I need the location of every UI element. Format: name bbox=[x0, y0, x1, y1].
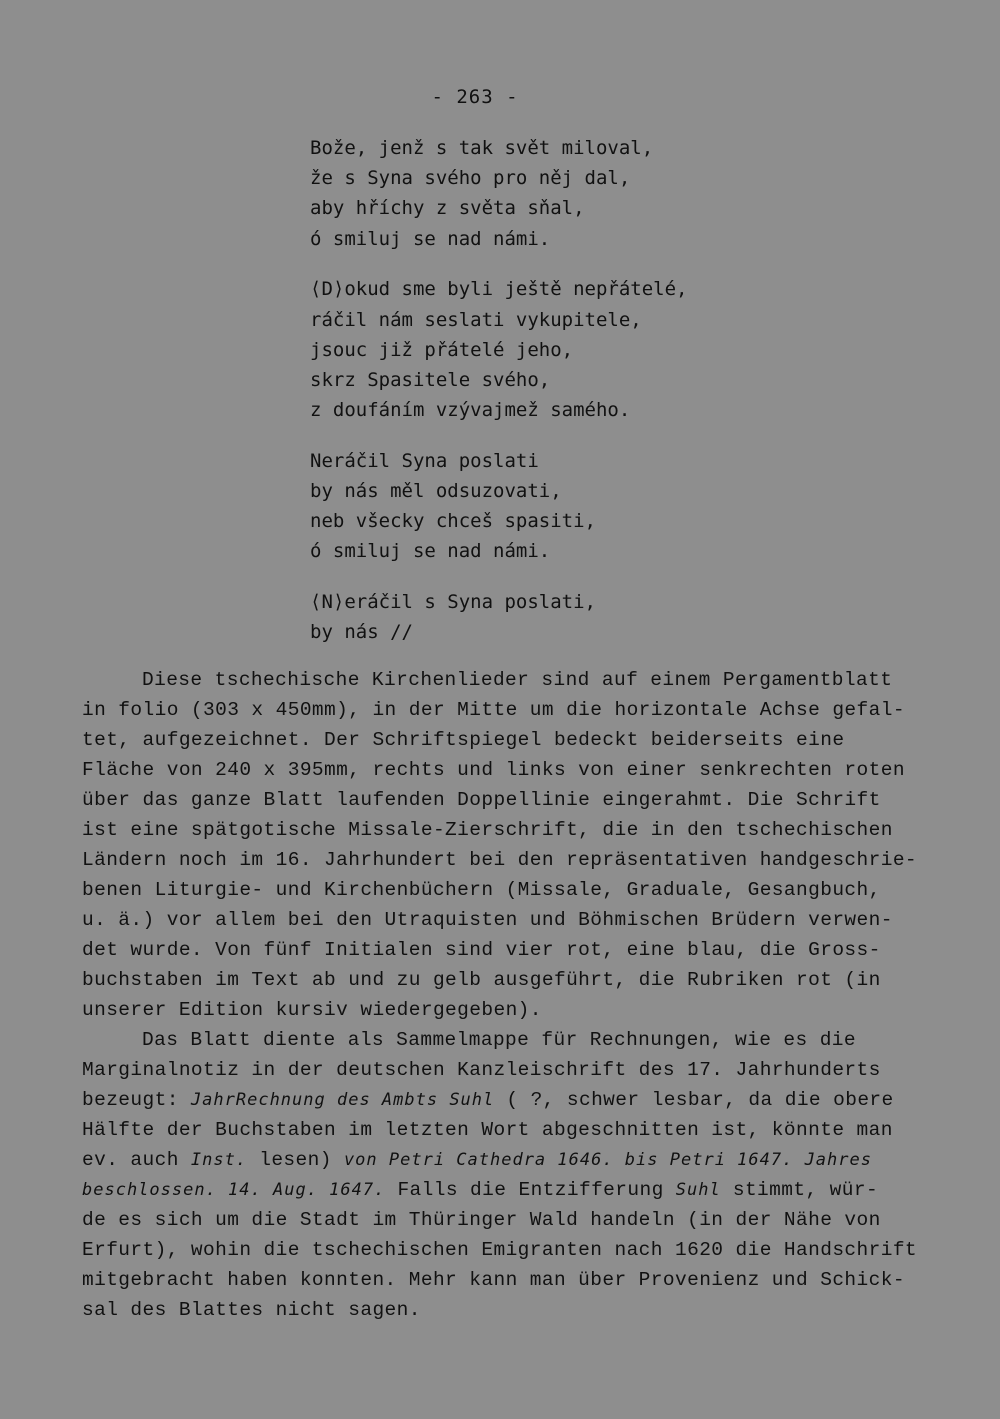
verse-line: ⟨D⟩okud sme byli ještě nepřátelé, bbox=[310, 278, 688, 301]
commentary bbox=[82, 665, 922, 1325]
prose-line: über das ganze Blatt laufenden Doppellinie eingerahmt. Die Schrift bbox=[82, 789, 881, 811]
italic-citation: Inst. bbox=[190, 1150, 248, 1170]
prose-line: u. ä.) vor allem bei den Utraquisten und Böhmischen Brüdern verwen- bbox=[82, 909, 893, 931]
verse-line: ráčil nám seslati vykupitele, bbox=[310, 308, 642, 331]
prose-text: ev. auch bbox=[82, 1149, 191, 1171]
prose-line: benen Liturgie- und Kirchenbüchern (Missale, Graduale, Gesangbuch, bbox=[82, 879, 881, 901]
prose-line: mitgebracht haben konnten. Mehr kann man über Provenienz und Schick- bbox=[82, 1269, 905, 1291]
prose-line: Diese tschechische Kirchenlieder sind auf einem Pergamentblatt bbox=[142, 669, 893, 691]
verse-line: že s Syna svého pro něj dal, bbox=[310, 167, 631, 190]
italic-citation: JahrRechnung des Ambts Suhl bbox=[190, 1090, 495, 1110]
verse-line: ó smiluj se nad námi. bbox=[310, 227, 551, 250]
prose-line: sal des Blattes nicht sagen. bbox=[82, 1299, 421, 1321]
verse-line: jsouc již přátelé jeho, bbox=[310, 338, 574, 361]
verse-line: ó smiluj se nad námi. bbox=[310, 540, 551, 563]
prose-line: det wurde. Von fünf Initialen sind vier rot, eine blau, die Gross- bbox=[82, 939, 881, 961]
verse-line: aby hříchy z světa sňal, bbox=[310, 197, 585, 220]
stanza-4 bbox=[310, 587, 930, 647]
prose-line: in folio (303 x 450mm), in der Mitte um die horizontale Achse gefal- bbox=[82, 699, 905, 721]
prose-text: lesen) bbox=[247, 1149, 344, 1171]
prose-line: de es sich um die Stadt im Thüringer Wald handeln (in der Nähe von bbox=[82, 1209, 881, 1231]
stanza-2 bbox=[310, 274, 930, 425]
prose-line: unserer Edition kursiv wiedergegeben). bbox=[82, 999, 542, 1021]
prose-line: Hälfte der Buchstaben im letzten Wort abgeschnitten ist, könnte man bbox=[82, 1119, 893, 1141]
prose-line bbox=[82, 1175, 922, 1205]
verse-line: ⟨N⟩eráčil s Syna poslati, bbox=[310, 591, 596, 614]
prose-line bbox=[82, 1085, 922, 1115]
verse-line: z doufáním vzývajmež samého. bbox=[310, 399, 631, 422]
prose-line bbox=[82, 1145, 922, 1175]
stanza-1 bbox=[310, 133, 930, 254]
italic-citation: Suhl bbox=[675, 1180, 721, 1200]
verse-line: skrz Spasitele svého, bbox=[310, 368, 551, 391]
stanza-3 bbox=[310, 446, 930, 567]
verse-line: by nás měl odsuzovati, bbox=[310, 480, 562, 503]
prose-text: stimmt, wür- bbox=[720, 1179, 879, 1201]
page-number: - 263 - bbox=[431, 86, 519, 108]
prose-line: Fläche von 240 x 395mm, rechts und links von einer senkrechten roten bbox=[82, 759, 905, 781]
verse-line: neb všecky chceš spasiti, bbox=[310, 510, 596, 533]
verse-line: Bože, jenž s tak svět miloval, bbox=[310, 137, 654, 159]
prose-line: Das Blatt diente als Sammelmappe für Rechnungen, wie es die bbox=[142, 1029, 857, 1051]
italic-citation: beschlossen. 14. Aug. 1647. bbox=[82, 1180, 386, 1200]
prose-line: buchstaben im Text ab und zu gelb ausgeführt, die Rubriken rot (in bbox=[82, 969, 881, 991]
prose-text: bezeugt: bbox=[82, 1089, 191, 1111]
prose-line: ist eine spätgotische Missale-Zierschrift, die in den tschechischen bbox=[82, 819, 893, 841]
prose-line: Marginalnotiz in der deutschen Kanzleischrift des 17. Jahrhunderts bbox=[82, 1059, 881, 1081]
poem bbox=[310, 133, 930, 668]
prose-line: Ländern noch im 16. Jahrhundert bei den repräsentativen handgeschrie- bbox=[82, 849, 918, 871]
prose-text: Falls die Entzifferung bbox=[385, 1179, 676, 1201]
verse-line: by nás // bbox=[310, 621, 413, 644]
prose-line: tet, aufgezeichnet. Der Schriftspiegel bedeckt beiderseits eine bbox=[82, 729, 845, 751]
prose-text: ( ?, schwer lesbar, da die obere bbox=[494, 1089, 894, 1111]
italic-citation: von Petri Cathedra 1646. bis Petri 1647. Jahres bbox=[343, 1150, 872, 1170]
verse-line: Neráčil Syna poslati bbox=[310, 449, 539, 472]
prose-line: Erfurt), wohin die tschechischen Emigranten nach 1620 die Handschrift bbox=[82, 1239, 918, 1261]
